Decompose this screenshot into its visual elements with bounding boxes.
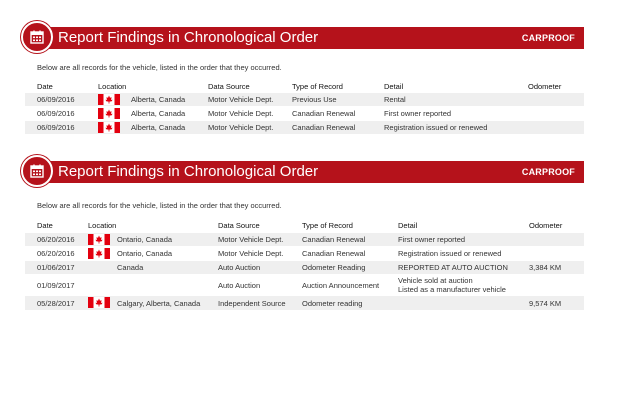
section-title: Report Findings in Chronological Order — [58, 29, 319, 46]
section-header — [21, 152, 584, 192]
carproof-brand: CARPROOF — [521, 33, 575, 43]
row-date: 06/09/2016 — [37, 95, 75, 104]
row-location: Ontario, Canada — [117, 249, 173, 258]
table-row — [25, 275, 584, 296]
table-header — [25, 82, 584, 92]
row-detail — [398, 275, 506, 295]
row-type: Auction Announcement — [302, 280, 380, 290]
section-title: Report Findings in Chronological Order — [58, 163, 319, 180]
table-row — [25, 93, 584, 107]
row-type: Canadian Renewal — [292, 109, 356, 118]
col-detail: Detail — [398, 221, 418, 230]
row-location: Alberta, Canada — [131, 123, 186, 132]
row-data-source: Motor Vehicle Dept. — [218, 249, 284, 258]
row-detail: REPORTED AT AUTO AUCTION — [398, 263, 508, 272]
intro-text: Below are all records for the vehicle, listed in the order that they occurred. — [37, 201, 282, 210]
canada-flag-icon — [98, 94, 120, 105]
row-data-source: Independent Source — [218, 298, 286, 308]
col-date: Date — [37, 82, 53, 91]
row-data-source: Motor Vehicle Dept. — [208, 123, 274, 132]
row-detail-line-1: Vehicle sold at auction — [398, 276, 473, 285]
calendar-icon — [21, 21, 53, 53]
row-data-source: Motor Vehicle Dept. — [208, 109, 274, 118]
row-date: 01/09/2017 — [37, 280, 75, 290]
table-row — [25, 261, 584, 275]
row-data-source: Motor Vehicle Dept. — [218, 235, 284, 244]
row-location: Canada — [117, 263, 144, 272]
row-detail: First owner reported — [398, 235, 466, 244]
row-type: Canadian Renewal — [302, 249, 366, 258]
col-odometer: Odometer — [528, 82, 562, 91]
table-row — [25, 233, 584, 247]
calendar-icon — [21, 155, 53, 187]
table-row — [25, 296, 584, 311]
row-date: 06/09/2016 — [37, 109, 75, 118]
row-odometer: 3,384 KM — [529, 263, 562, 272]
table-row — [25, 107, 584, 121]
row-type: Odometer reading — [302, 298, 363, 308]
canada-flag-icon — [98, 122, 120, 133]
canada-flag-icon — [98, 108, 120, 119]
row-type: Canadian Renewal — [292, 123, 356, 132]
row-detail: Rental — [384, 95, 406, 104]
row-detail-line-2: Listed as a manufacturer vehicle — [398, 285, 506, 294]
row-type: Odometer Reading — [302, 263, 366, 272]
intro-text: Below are all records for the vehicle, listed in the order that they occurred. — [37, 63, 282, 72]
canada-flag-icon — [88, 234, 110, 245]
section-header — [21, 18, 584, 58]
row-location: Calgary, Alberta, Canada — [117, 298, 201, 308]
row-date: 06/20/2016 — [37, 235, 75, 244]
table-header — [25, 221, 584, 231]
carproof-brand: CARPROOF — [521, 167, 575, 177]
row-detail: Registration issued or renewed — [384, 123, 488, 132]
col-odometer: Odometer — [529, 221, 563, 230]
table-row — [25, 247, 584, 261]
row-date: 05/28/2017 — [37, 298, 75, 308]
col-data-source: Data Source — [218, 221, 260, 230]
row-type: Canadian Renewal — [302, 235, 366, 244]
row-location: Ontario, Canada — [117, 235, 173, 244]
table-row — [25, 121, 584, 135]
col-type: Type of Record — [292, 82, 343, 91]
row-date: 06/09/2016 — [37, 123, 75, 132]
col-data-source: Data Source — [208, 82, 250, 91]
col-detail: Detail — [384, 82, 404, 91]
col-location: Location — [98, 82, 127, 91]
row-data-source: Motor Vehicle Dept. — [208, 95, 274, 104]
col-date: Date — [37, 221, 53, 230]
row-detail: First owner reported — [384, 109, 452, 118]
row-date: 01/06/2017 — [37, 263, 75, 272]
row-date: 06/20/2016 — [37, 249, 75, 258]
row-detail: Registration issued or renewed — [398, 249, 502, 258]
row-data-source: Auto Auction — [218, 263, 261, 272]
row-location: Alberta, Canada — [131, 109, 186, 118]
report-section-1 — [21, 18, 584, 143]
canada-flag-icon — [88, 248, 110, 259]
row-data-source: Auto Auction — [218, 280, 261, 290]
row-location: Alberta, Canada — [131, 95, 186, 104]
row-type: Previous Use — [292, 95, 337, 104]
col-location: Location — [88, 221, 117, 230]
canada-flag-icon — [88, 297, 110, 308]
report-section-2 — [21, 152, 584, 322]
row-odometer: 9,574 KM — [529, 298, 562, 308]
col-type: Type of Record — [302, 221, 353, 230]
